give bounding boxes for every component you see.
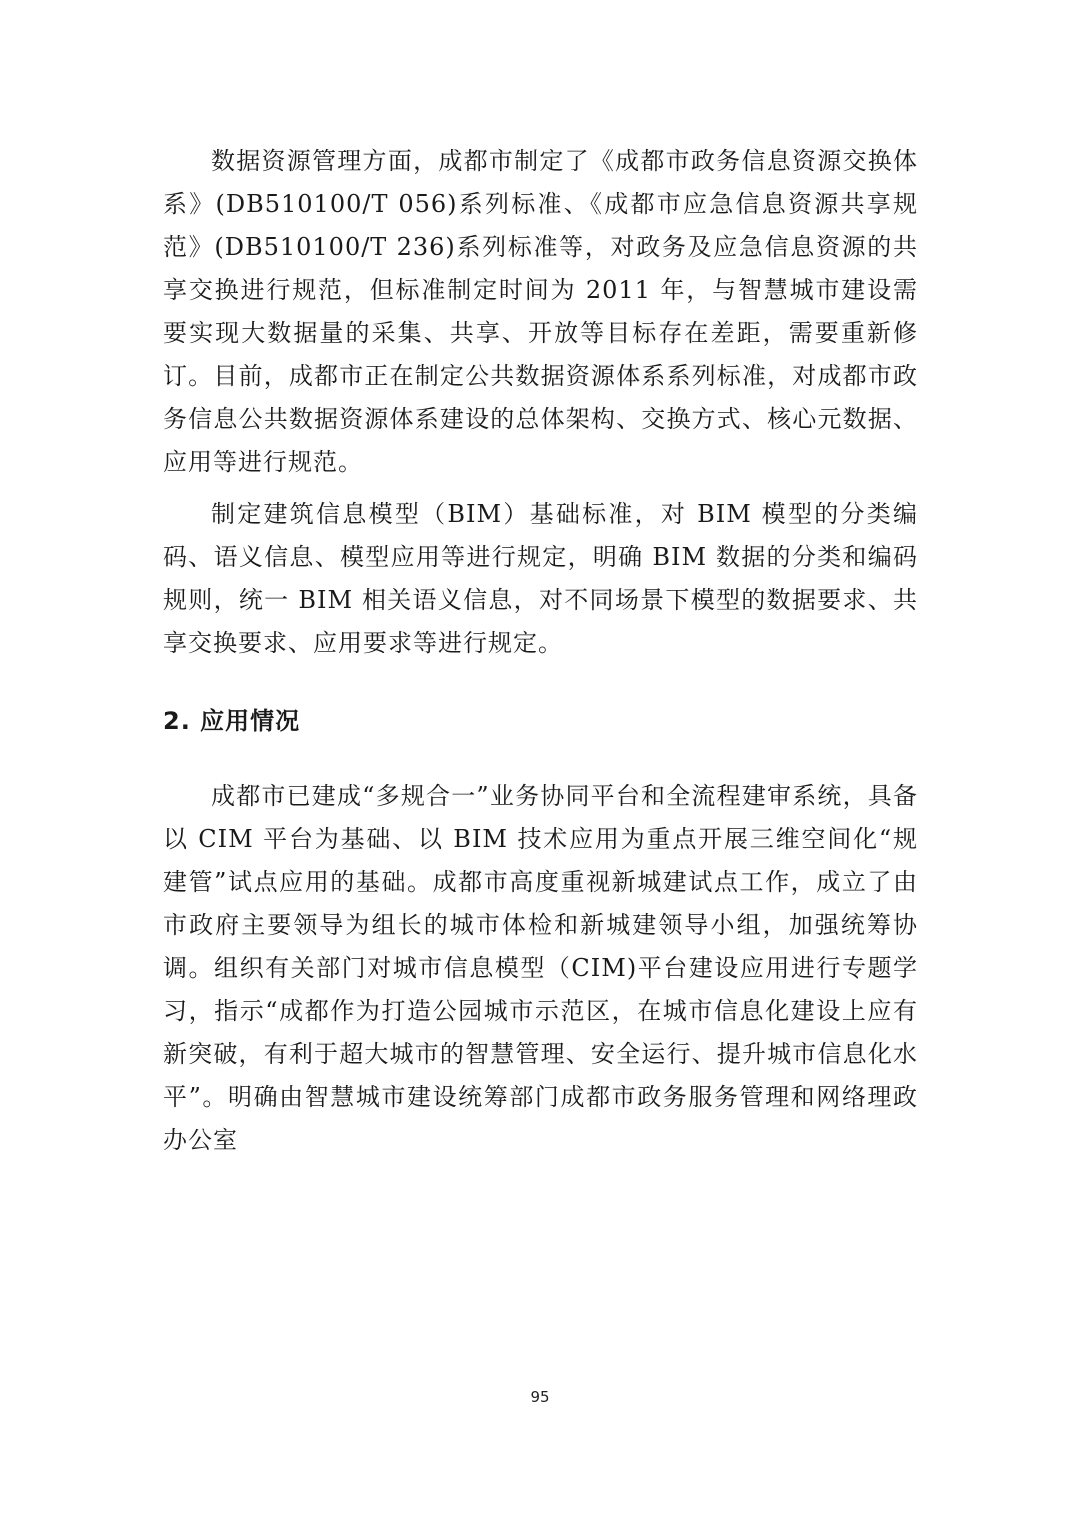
page-body: [163, 140, 918, 1162]
page-number: 95: [530, 1388, 550, 1406]
paragraph-data-resource-management: 数据资源管理方面，成都市制定了《成都市政务信息资源交换体系》(DB510100/T 056)系列标准、《成都市应急信息资源共享规范》(DB510100/T 236)系列标准等，对政务及应急信息资源的共享交换进行规范，但标准制定时间为 2011 年，与智慧城市建设需要实现大数据量的采集、共享、开放等目标存在差距，需要重新修订。目前，成都市正在制定公共数据资源体系系列标准，对成都市政务信息公共数据资源体系建设的总体架构、交换方式、核心元数据、应用等进行规范。: [163, 147, 918, 476]
paragraph-bim-standard: 制定建筑信息模型（BIM）基础标准，对 BIM 模型的分类编码、语义信息、模型应用等进行规定，明确 BIM 数据的分类和编码规则，统一 BIM 相关语义信息，对不同场景下模型的数据要求、共享交换要求、应用要求等进行规定。: [163, 500, 918, 657]
section-heading: 2. 应用情况: [163, 707, 301, 735]
paragraph-application-status: 成都市已建成“多规合一”业务协同平台和全流程建审系统，具备以 CIM 平台为基础、以 BIM 技术应用为重点开展三维空间化“规建管”试点应用的基础。成都市高度重视新城建试点工作，成立了由市政府主要领导为组长的城市体检和新城建领导小组，加强统筹协调。组织有关部门对城市信息模型（CIM)平台建设应用进行专题学习，指示“成都作为打造公园城市示范区，在城市信息化建设上应有新突破，有利于超大城市的智慧管理、安全运行、提升城市信息化水平”。明确由智慧城市建设统筹部门成都市政务服务管理和网络理政办公室: [163, 782, 918, 1154]
